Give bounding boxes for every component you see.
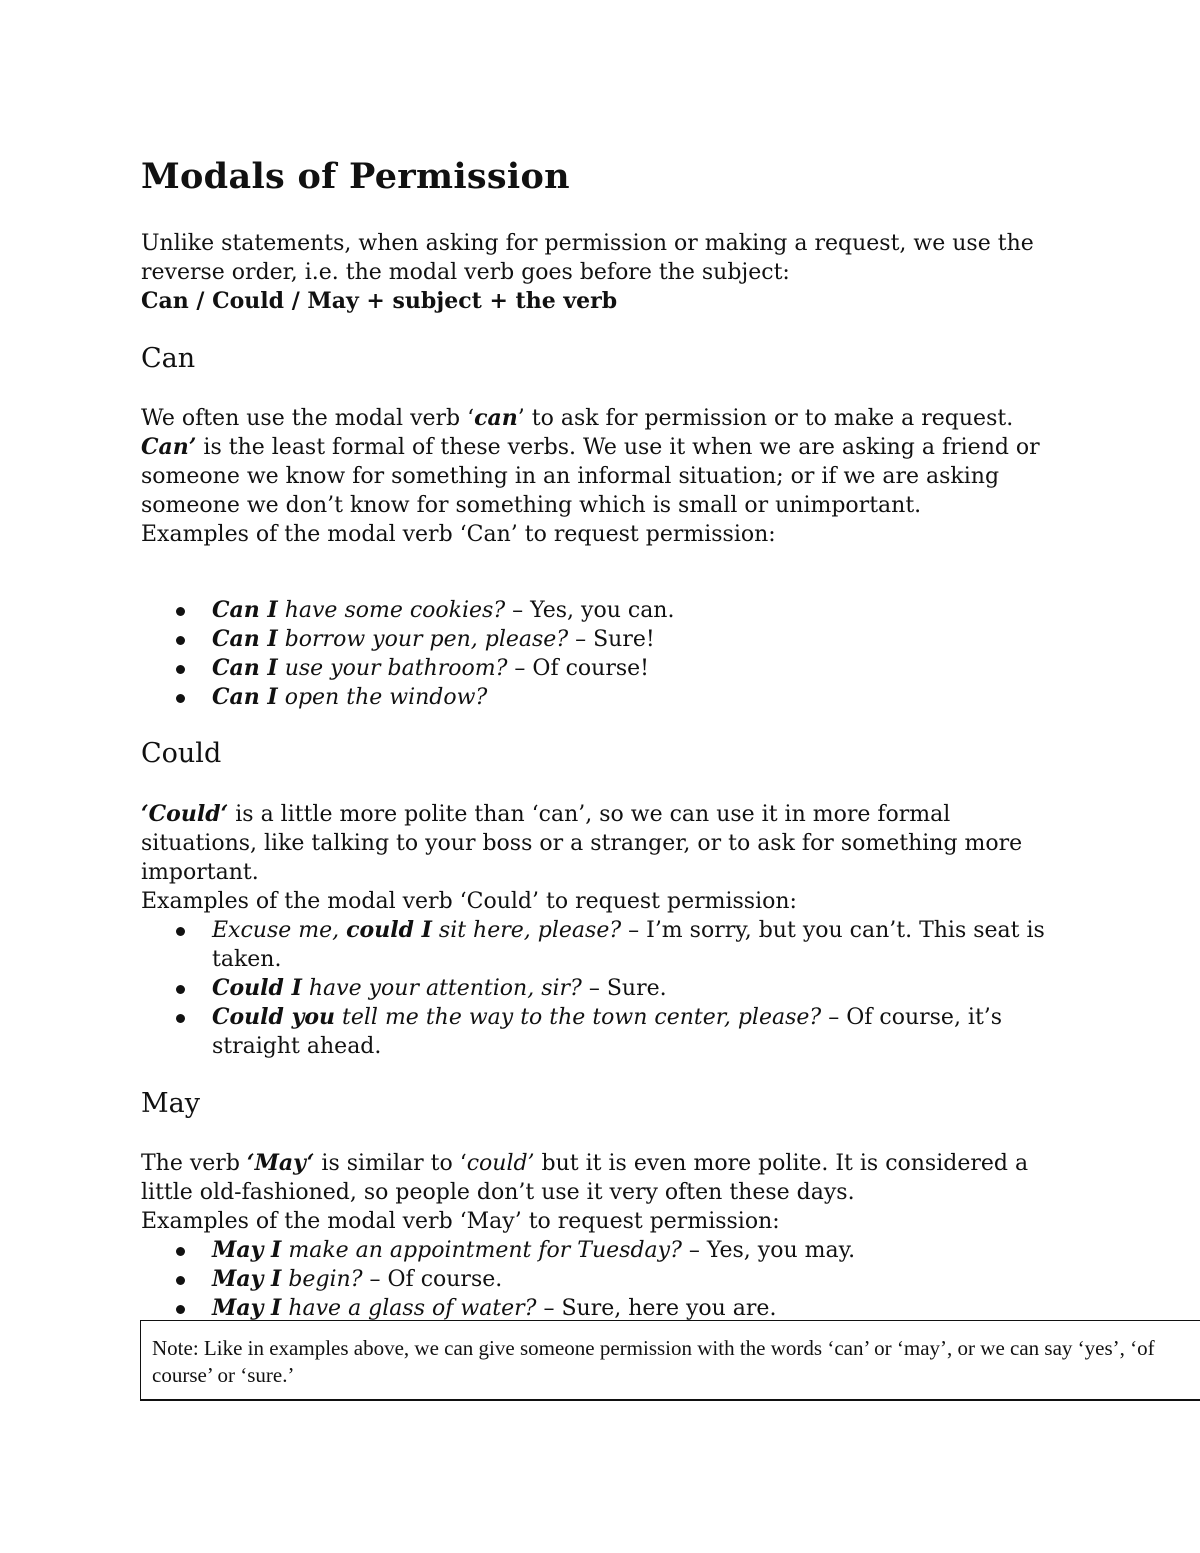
note-box (140, 1320, 1200, 1401)
list-item (141, 654, 1061, 683)
can-keyword: can (474, 405, 518, 431)
may-paragraph-pre: The verb (141, 1151, 247, 1176)
may-paragraph-post: but it is even more polite. It is considered a little old-fashioned, so people don’t use it very often these days. (141, 1151, 1029, 1205)
example-answer: – Of course. (362, 1267, 503, 1292)
example-question: begin? (281, 1267, 363, 1292)
example-modal: could I (346, 917, 432, 943)
intro-section (141, 229, 1061, 316)
can-paragraph-pre: We often use the modal verb ‘ (141, 406, 475, 431)
heading-could: Could (141, 738, 222, 769)
example-question: have a glass of water? (281, 1296, 537, 1321)
example-answer: – I’m sorry, but you can’t. This seat is taken. (212, 918, 1045, 972)
list-item (141, 1294, 1061, 1323)
list-item (141, 1265, 1061, 1294)
could-paragraph (141, 800, 1061, 887)
list-item (141, 625, 1061, 654)
may-paragraph-mid: is similar to ‘ (314, 1151, 467, 1176)
example-modal: Can I (212, 626, 278, 652)
can-paragraph-mid: ’ to ask for permission or to make a request. (517, 406, 1014, 431)
example-question: have your attention, sir? (301, 976, 582, 1001)
can-paragraph-post: is the least formal of these verbs. We use it when we are asking a friend or someone we know for something in an informal situation; or if we are asking someone we don’t know for something which is small or unimportant. (141, 435, 1040, 518)
example-question: sit here, please? (431, 918, 622, 943)
may-examples-intro: Examples of the modal verb ‘May’ to request permission: (141, 1209, 780, 1234)
list-item (141, 1003, 1061, 1061)
could-examples-intro: Examples of the modal verb ‘Could’ to request permission: (141, 889, 797, 914)
example-answer: – Yes, you can. (505, 598, 675, 623)
example-question: use your bathroom? (277, 656, 508, 681)
example-question: have some cookies? (277, 598, 506, 623)
example-modal: Can I (212, 655, 278, 681)
list-item (141, 1236, 1061, 1265)
example-question: borrow your pen, please? (277, 627, 569, 652)
example-modal: Could I (212, 975, 302, 1001)
may-paragraph (141, 1149, 1061, 1207)
may-keyword: ‘May‘ (246, 1150, 315, 1176)
list-item (141, 683, 1061, 712)
example-modal: Could you (212, 1004, 336, 1030)
may-keyword-2: could’ (466, 1151, 535, 1176)
example-question: open the window? (277, 685, 488, 710)
intro-paragraph: Unlike statements, when asking for permission or making a request, we use the reverse order, i.e. the modal verb goes before the subject: (141, 231, 1034, 285)
can-paragraph (141, 404, 1061, 520)
example-modal: May I (212, 1295, 282, 1321)
list-item (141, 974, 1061, 1003)
can-keyword-2: Can’ (141, 434, 197, 460)
can-examples-intro: Examples of the modal verb ‘Can’ to request permission: (141, 522, 776, 547)
can-examples-list (141, 596, 1061, 712)
example-answer: – Sure. (581, 976, 667, 1001)
can-examples (141, 596, 1061, 712)
may-examples-list (141, 1236, 1061, 1323)
example-modal: May I (212, 1237, 282, 1263)
list-item (141, 916, 1061, 974)
could-section (141, 800, 1061, 1061)
example-answer: – Of course, it’s straight ahead. (212, 1005, 1003, 1059)
example-answer: – Sure, here you are. (536, 1296, 777, 1321)
could-paragraph-post: is a little more polite than ‘can’, so we can use it in more formal situations, like talking to your boss or a stranger, or to ask for something more important. (141, 802, 1023, 885)
example-answer: – Sure! (568, 627, 655, 652)
may-section (141, 1149, 1061, 1323)
example-answer: – Of course! (507, 656, 649, 681)
list-item (141, 596, 1061, 625)
intro-formula: Can / Could / May + subject + the verb (141, 288, 618, 314)
heading-can: Can (141, 343, 196, 374)
example-question: tell me the way to the town center, please? (335, 1005, 822, 1030)
page-title: Modals of Permission (141, 156, 570, 197)
example-question: make an appointment for Tuesday? (281, 1238, 682, 1263)
example-modal: Can I (212, 597, 278, 623)
could-examples-list (141, 916, 1061, 1061)
example-modal: Can I (212, 684, 278, 710)
could-keyword: ‘Could‘ (141, 801, 229, 827)
heading-may: May (141, 1088, 200, 1119)
can-section (141, 404, 1061, 549)
note-text: Note: Like in examples above, we can give someone permission with the words ‘can’ or ‘may’, or we can say ‘yes’, ‘of course’ or ‘sure.’ (152, 1336, 1155, 1387)
example-answer: – Yes, you may. (681, 1238, 856, 1263)
example-prefix: Excuse me, (212, 918, 347, 943)
example-modal: May I (212, 1266, 282, 1292)
